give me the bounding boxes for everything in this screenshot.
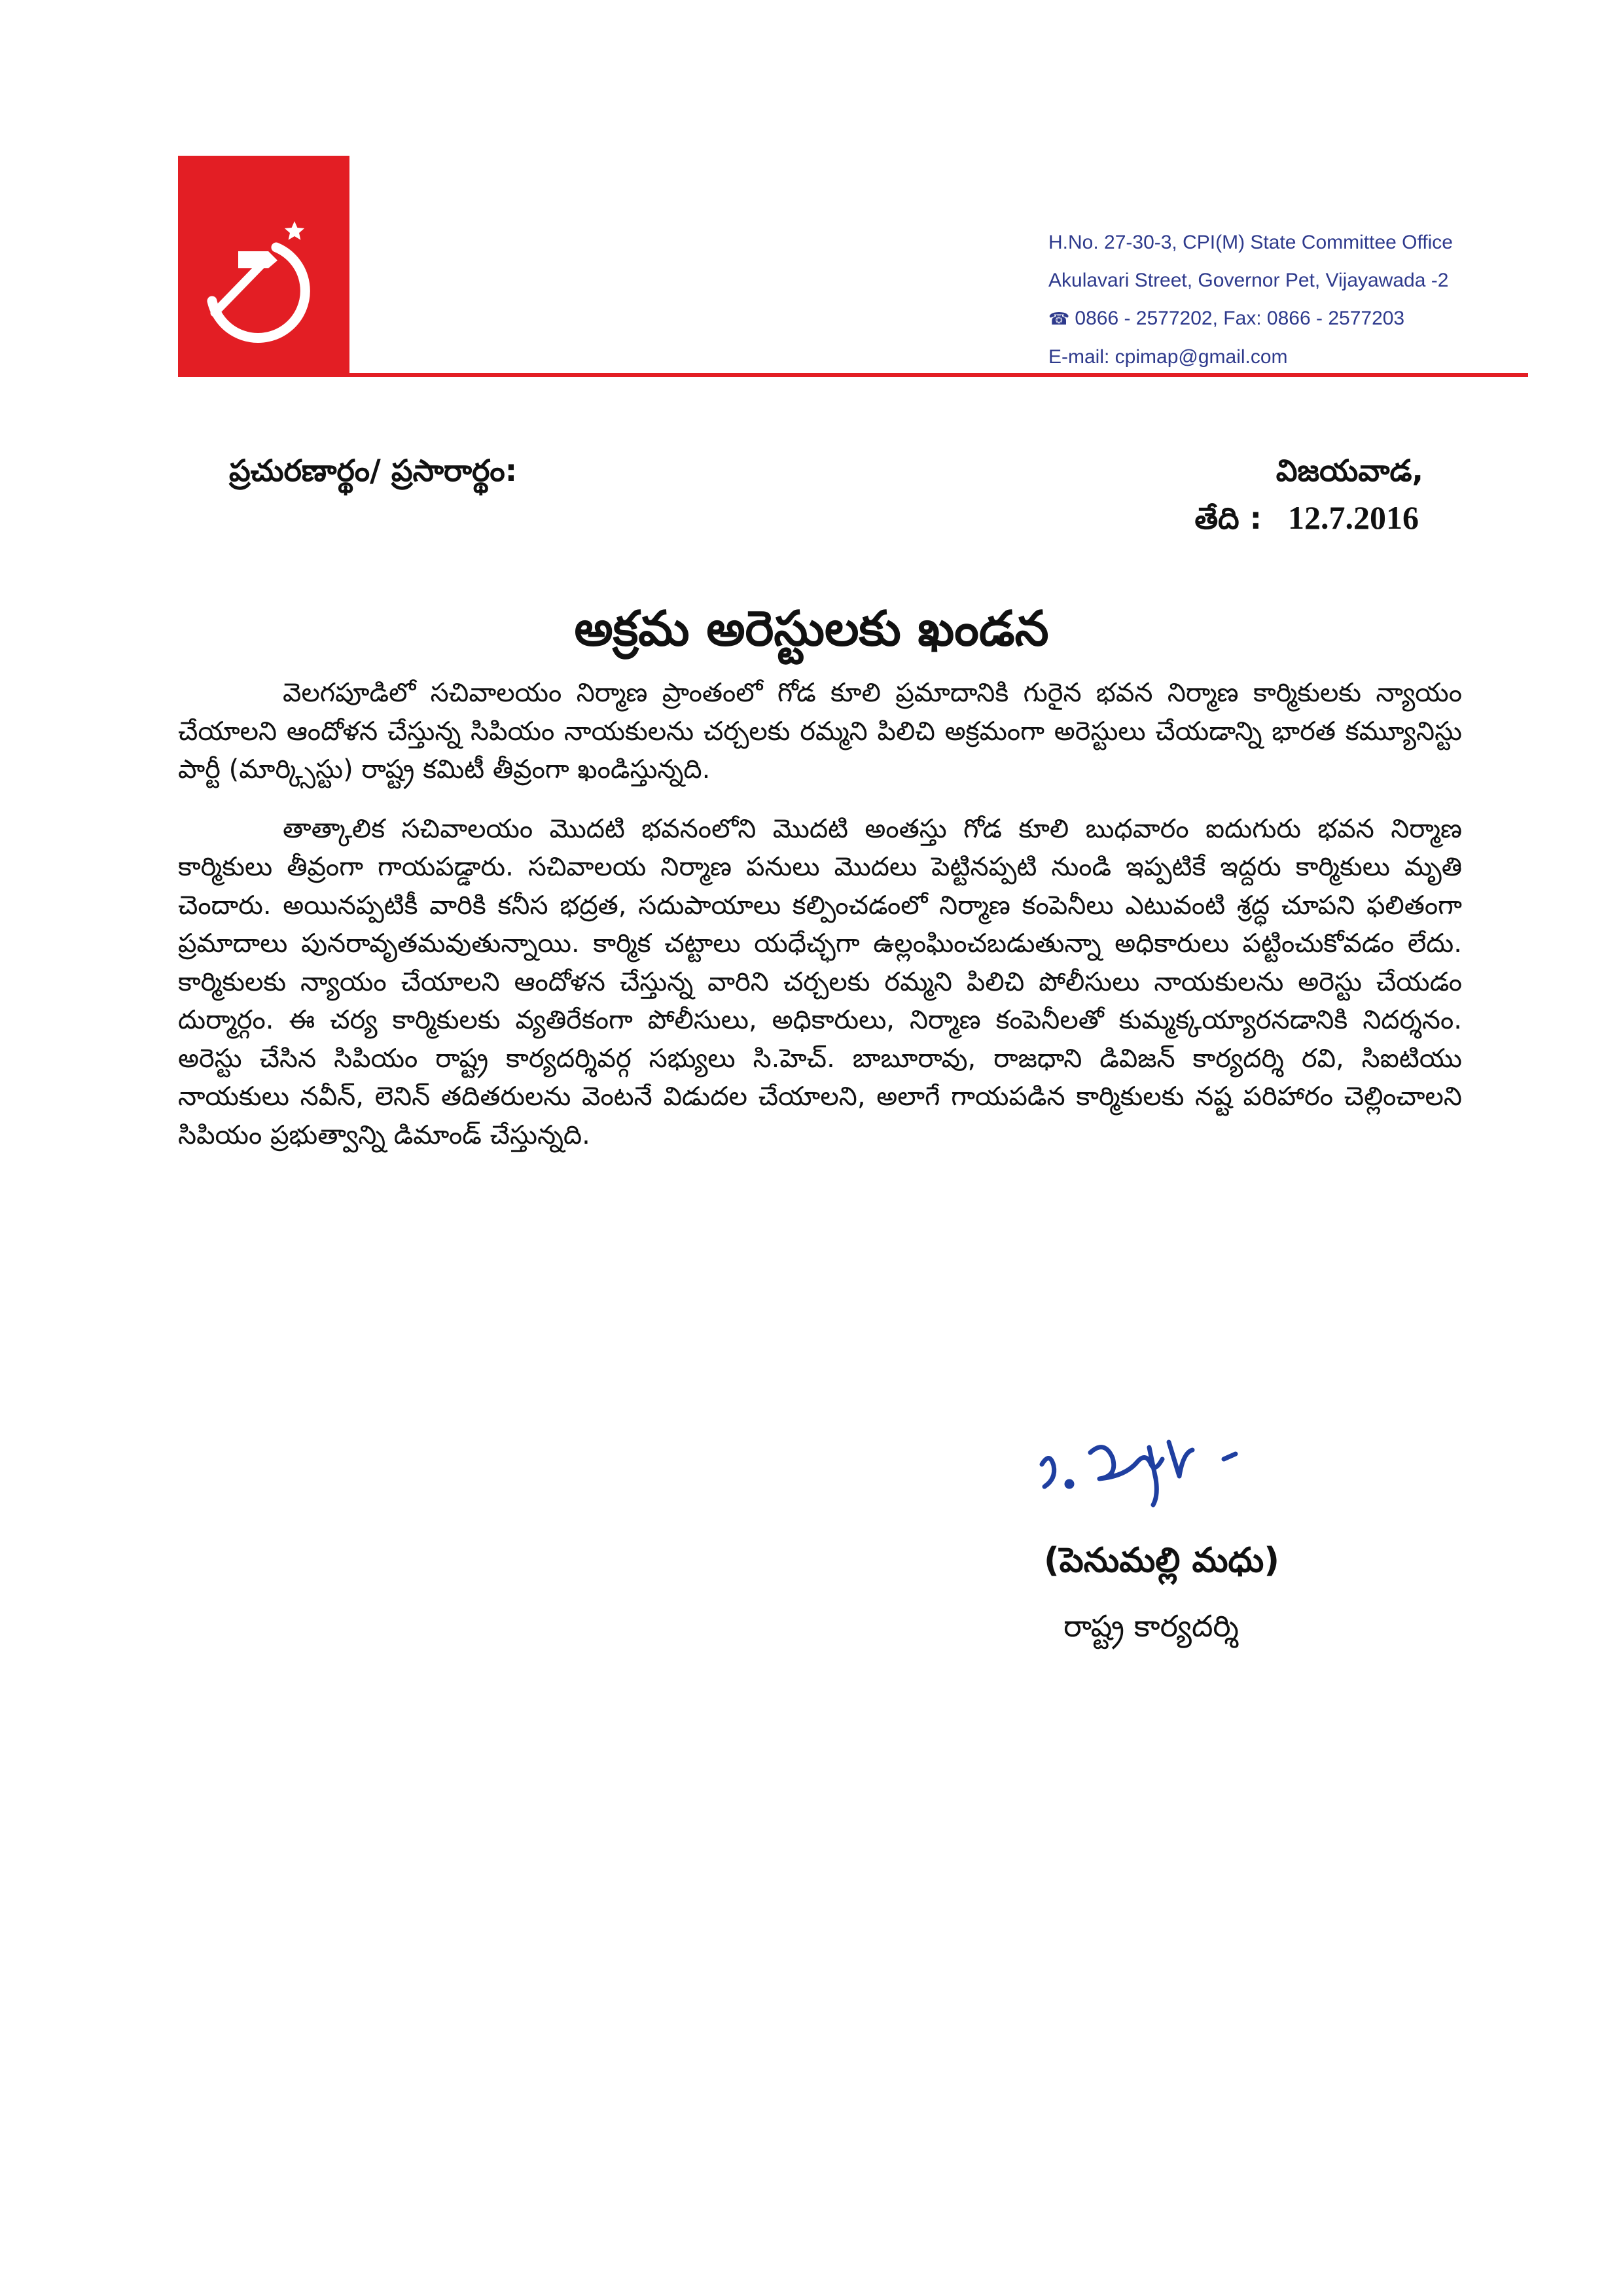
handwritten-signature — [1027, 1413, 1309, 1525]
date-label: తేది : — [1194, 501, 1262, 536]
address-line-2: Akulavari Street, Governor Pet, Vijayawada -2 — [1048, 270, 1449, 291]
phone-fax: 0866 - 2577202, Fax: 0866 - 2577203 — [1075, 308, 1405, 329]
page-title: అక్రమ అరెస్టులకు ఖండన — [574, 601, 1049, 657]
signer-designation: రాష్ట్ర కార్యదర్శి — [1063, 1608, 1239, 1644]
email-line: E-mail: cpimap@gmail.com — [1048, 346, 1288, 368]
party-logo — [178, 156, 349, 376]
date-row — [1194, 499, 1419, 544]
address-line-1: H.No. 27-30-3, CPI(M) State Committee Office — [1048, 232, 1453, 253]
telephone-icon: ☎ — [1048, 309, 1070, 329]
press-release-body — [178, 674, 1462, 1154]
paragraph-1: వెలగపూడిలో సచివాలయం నిర్మాణ ప్రాంతంలో గోడ కూలి ప్రమాదానికి గురైన భవన నిర్మాణ కార్మికులకు న్యాయం చేయాలని ఆందోళన చేస్తున్న సిపియం నాయకులను చర్చలకు రమ్మని పిలిచి అక్రమంగా అరెస్టులు చేయడాన్ని భారత కమ్యూనిస్టు పార్టీ (మార్క్సిస్టు) రాష్ట్ర కమిటీ తీవ్రంగా ఖండిస్తున్నది. — [178, 678, 1462, 785]
hammer-sickle-star-icon — [178, 156, 349, 376]
date-value: 12.7.2016 — [1288, 499, 1419, 536]
contact-block — [1048, 224, 1453, 376]
signer-name: (పెనుమల్లి మధు) — [1044, 1541, 1279, 1580]
paragraph-2: తాత్కాలిక సచివాలయం మొదటి భవనంలోని మొదటి అంతస్తు గోడ కూలి బుధవారం ఐదుగురు భవన నిర్మాణ కార్మికులు తీవ్రంగా గాయపడ్డారు. సచివాలయ నిర్మాణ పనులు మొదలు పెట్టినప్పటి నుండి ఇప్పటికే ఇద్దరు కార్మికులు మృతి చెందారు. అయినప్పటికీ వారికి కనీస భద్రత, సదుపాయాలు కల్పించడంలో నిర్మాణ కంపెనీలు ఎటువంటి శ్రద్ధ చూపని ఫలితంగా ప్రమాదాలు పునరావృతమవుతున్నాయి. కార్మిక చట్టాలు యధేచ్ఛగా ఉల్లంఘించబడుతున్నా అధికారులు పట్టించుకోవడం లేదు. కార్మికులకు న్యాయం చేయాలని ఆందోళన చేస్తున్న వారిని చర్చలకు రమ్మని పిలిచి పోలీసులు నాయకులను అరెస్టు చేయడం దుర్మార్గం. ఈ చర్య కార్మికులకు వ్యతిరేకంగా పోలీసులు, అధికారులు, నిర్మాణ కంపెనీలతో కుమ్మక్కయ్యారనడానికి నిదర్శనం. అరెస్టు చేసిన సిపియం రాష్ట్ర కార్యదర్శివర్గ సభ్యులు సి.హెచ్. బాబూరావు, రాజధాని డివిజన్ కార్యదర్శి రవి, సిఐటియు నాయకులు నవీన్, లెనిన్ తదితరులను వెంటనే విడుదల చేయాలని, అలాగే గాయపడిన కార్మికులకు నష్ట పరిహారం చెల్లించాలని సిపియం ప్రభుత్వాన్ని డిమాండ్ చేస్తున్నది. — [178, 813, 1462, 1150]
phone-line — [1048, 300, 1453, 338]
place: విజయవాడ, — [1275, 453, 1423, 488]
publication-label: ప్రచురణార్థం/ ప్రసారార్థం: — [229, 453, 518, 488]
